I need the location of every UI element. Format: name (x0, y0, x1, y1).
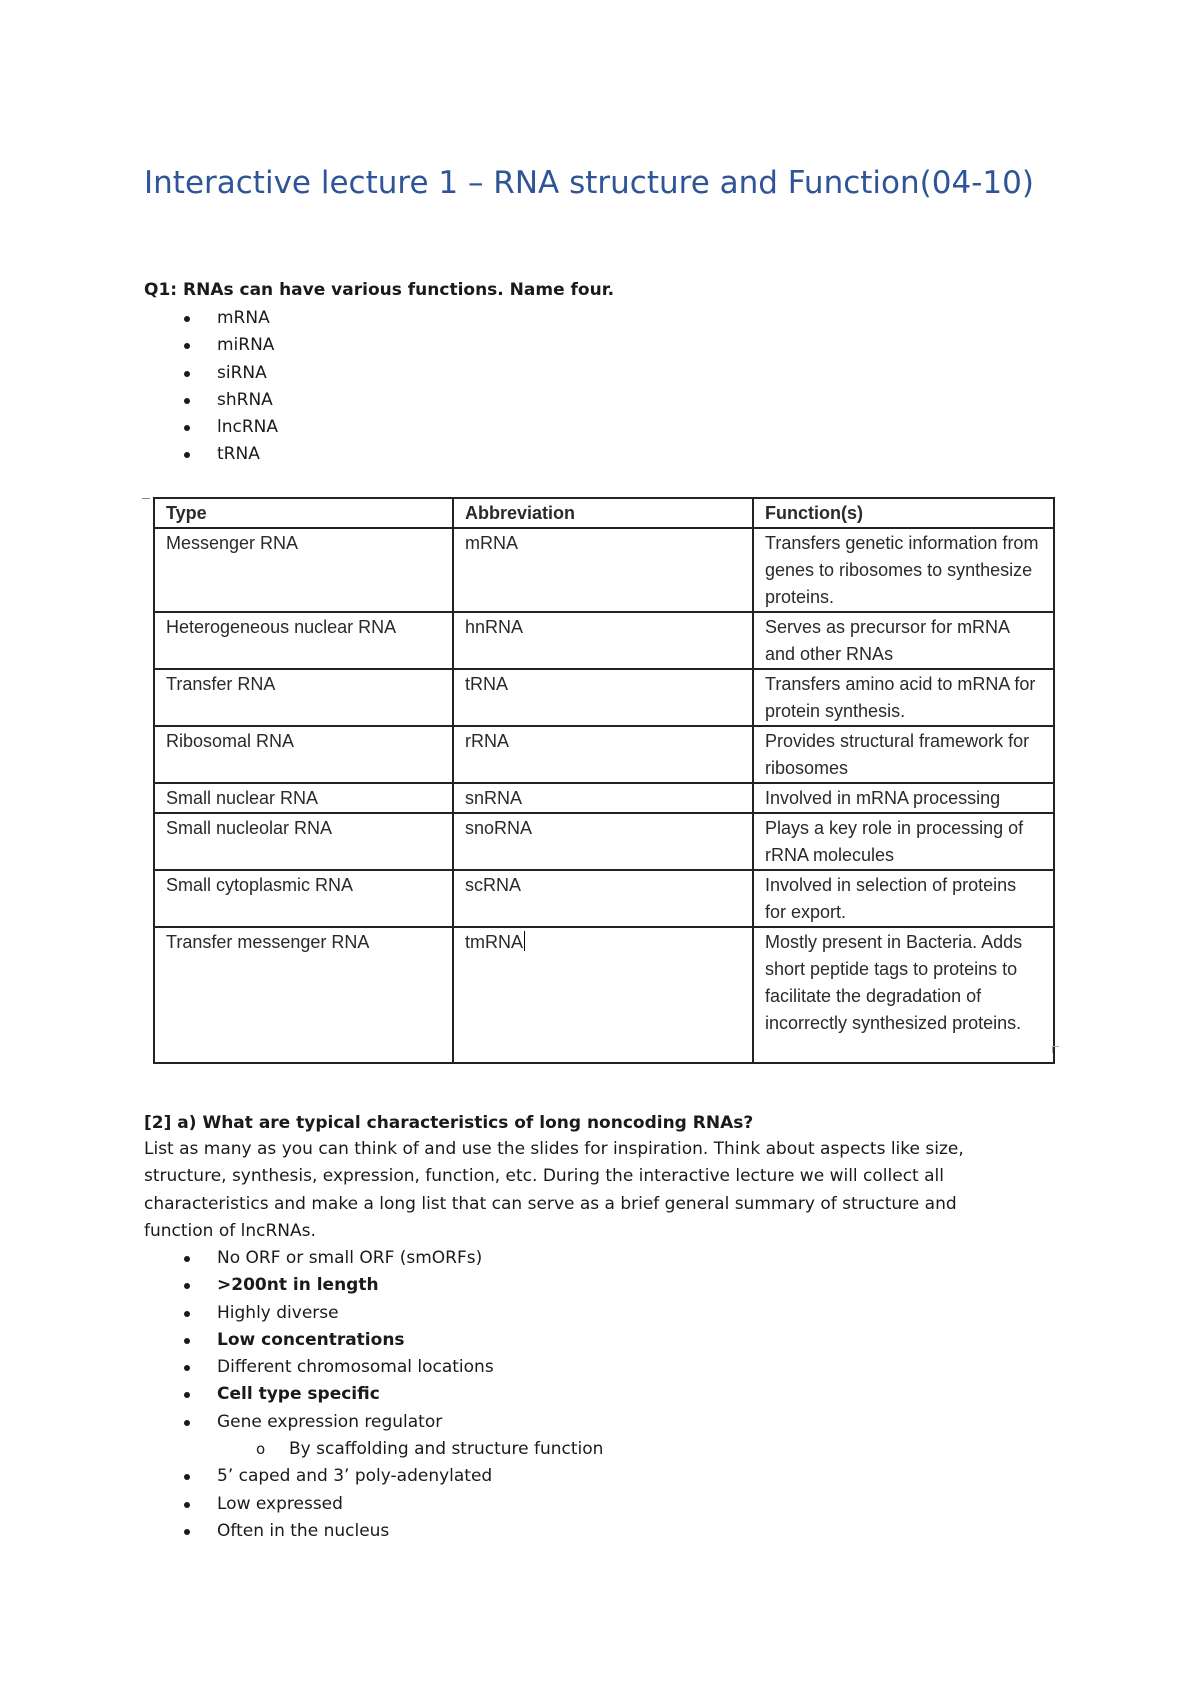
list-item: Cell type specific (144, 1381, 603, 1408)
list-item: Highly diverse (144, 1300, 603, 1327)
circle-bullet-icon: o (256, 1440, 266, 1459)
list-item: shRNA (144, 387, 278, 414)
bullet-icon (184, 1365, 190, 1371)
table-anchor-mark (142, 494, 150, 499)
list-item: mRNA (144, 305, 278, 332)
bullet-icon (184, 371, 190, 377)
cell-type: Heterogeneous nuclear RNA (154, 612, 453, 669)
bullet-icon (184, 425, 190, 431)
rna-types-table (153, 497, 1055, 1064)
header-type: Type (154, 498, 453, 528)
bullet-icon (184, 1283, 190, 1289)
cell-type: Messenger RNA (154, 528, 453, 612)
bullet-icon (184, 1502, 190, 1508)
list-item: Low expressed (144, 1491, 603, 1518)
cell-type: Transfer messenger RNA (154, 927, 453, 1063)
bullet-icon (184, 1474, 190, 1480)
question-2: [2] a) What are typical characteristics of long noncoding RNAs? (144, 1113, 754, 1133)
table-row (154, 783, 1054, 813)
question-2-instructions: List as many as you can think of and use the slides for inspiration. Think about aspects like size, structure, synthesis, expression, function, etc. During the interactive lecture we will collect all characteristics and make a long list that can serve as a brief general summary of structure and function of lncRNAs. (144, 1139, 964, 1241)
q2-answer-list (144, 1245, 603, 1545)
bullet-icon (184, 398, 190, 404)
bullet-icon (184, 1392, 190, 1398)
cell-abbreviation: rRNA (453, 726, 753, 783)
bullet-icon (184, 1256, 190, 1262)
table-row (154, 870, 1054, 927)
list-item: tRNA (144, 441, 278, 468)
table-row (154, 612, 1054, 669)
table-header-row (154, 498, 1054, 528)
cell-abbreviation-text: tmRNA (465, 932, 523, 952)
header-abbreviation: Abbreviation (453, 498, 753, 528)
table-row (154, 528, 1054, 612)
list-item: miRNA (144, 332, 278, 359)
header-functions: Function(s) (753, 498, 1054, 528)
cell-abbreviation: snRNA (453, 783, 753, 813)
text-cursor (524, 931, 525, 951)
cell-type: Small nucleolar RNA (154, 813, 453, 870)
list-item: 5’ caped and 3’ poly-adenylated (144, 1463, 603, 1490)
cell-abbreviation: mRNA (453, 528, 753, 612)
list-item: Often in the nucleus (144, 1518, 603, 1545)
list-item: siRNA (144, 360, 278, 387)
bullet-icon (184, 1311, 190, 1317)
cell-abbreviation: tRNA (453, 669, 753, 726)
cell-type: Transfer RNA (154, 669, 453, 726)
list-item: Different chromosomal locations (144, 1354, 603, 1381)
cell-abbreviation: snoRNA (453, 813, 753, 870)
bullet-icon (184, 1338, 190, 1344)
cell-type: Ribosomal RNA (154, 726, 453, 783)
sub-list-item: o By scaffolding and structure function (144, 1436, 603, 1463)
cell-type: Small nuclear RNA (154, 783, 453, 813)
list-item: Low concentrations (144, 1327, 603, 1354)
cell-function: Transfers genetic information from genes to ribosomes to synthesize proteins. (753, 528, 1054, 612)
bullet-icon (184, 452, 190, 458)
table-row (154, 726, 1054, 783)
bullet-icon (184, 343, 190, 349)
table-row (154, 669, 1054, 726)
table-row (154, 813, 1054, 870)
list-item: No ORF or small ORF (smORFs) (144, 1245, 603, 1272)
bullet-icon (184, 1420, 190, 1426)
bullet-icon (184, 316, 190, 322)
cell-abbreviation: scRNA (453, 870, 753, 927)
cell-function: Provides structural framework for ribosomes (753, 726, 1054, 783)
page-title: Interactive lecture 1 – RNA structure and Function(04-10) (144, 165, 1034, 201)
cell-function: Involved in mRNA processing (753, 783, 1054, 813)
question-1: Q1: RNAs can have various functions. Name four. (144, 280, 615, 300)
cell-abbreviation: hnRNA (453, 612, 753, 669)
cell-type: Small cytoplasmic RNA (154, 870, 453, 927)
cell-function: Mostly present in Bacteria. Adds short peptide tags to proteins to facilitate the degradation of incorrectly synthesized proteins. (753, 927, 1054, 1063)
cell-abbreviation[interactable] (453, 927, 753, 1063)
cell-function: Plays a key role in processing of rRNA molecules (753, 813, 1054, 870)
cell-function: Transfers amino acid to mRNA for protein synthesis. (753, 669, 1054, 726)
table-end-mark (1052, 1046, 1059, 1053)
bullet-icon (184, 1529, 190, 1535)
table-row (154, 927, 1054, 1063)
cell-function: Involved in selection of proteins for export. (753, 870, 1054, 927)
list-item: Gene expression regulator (144, 1409, 603, 1436)
cell-function: Serves as precursor for mRNA and other RNAs (753, 612, 1054, 669)
q1-answer-list (144, 305, 278, 469)
list-item: lncRNA (144, 414, 278, 441)
list-item: >200nt in length (144, 1272, 603, 1299)
